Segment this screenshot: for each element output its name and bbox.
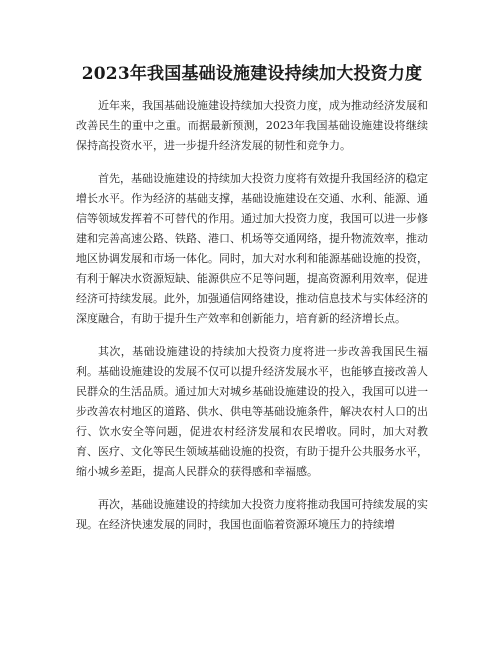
paragraph-sustainability: 再次，基础设施建设的持续加大投资力度将推动我国可持续发展的实现。在经济快速发展的同时，我国也面临着资源环境压力的持续增 [76, 498, 428, 531]
document-body [76, 96, 428, 535]
paragraph-livelihood: 其次，基础设施建设的持续加大投资力度将进一步改善我国民生福利。基础设施建设的发展不仅可以提升经济发展水平，也能够直接改善人民群众的生活品质。通过加大对城乡基础设施建设的投入，我国可以进一步改善农村地区的道路、供水、供电等基础设施条件，解决农村人口的出行、饮水安全等问题，促进农村经济发展和农民增收。同时，加大对教育、医疗、文化等民生领域基础设施的投资，有助于提升公共服务水平，缩小城乡差距，提高人民群众的获得感和幸福感。 [76, 345, 428, 478]
paragraph-intro: 近年来，我国基础设施建设持续加大投资力度，成为推动经济发展和改善民生的重中之重。而据最新预测，2023年我国基础设施建设将继续保持高投资水平，进一步提升经济发展的韧性和竞争力。 [76, 99, 428, 152]
paragraph-economic-growth: 首先，基础设施建设的持续加大投资力度将有效提升我国经济的稳定增长水平。作为经济的基础支撑，基础设施建设在交通、水利、能源、通信等领域发挥着不可替代的作用。通过加大投资力度，我国可以进一步修建和完善高速公路、铁路、港口、机场等交通网络，提升物流效率，推动地区协调发展和市场一体化。同时，加大对水利和能源基础设施的投资，有利于解决水资源短缺、能源供应不足等问题，提高资源利用效率，促进经济可持续发展。此外，加强通信网络建设，推动信息技术与实体经济的深度融合，有助于提升生产效率和创新能力，培育新的经济增长点。 [76, 172, 428, 325]
document-title: 2023年我国基础设施建设持续加大投资力度 [81, 64, 423, 84]
